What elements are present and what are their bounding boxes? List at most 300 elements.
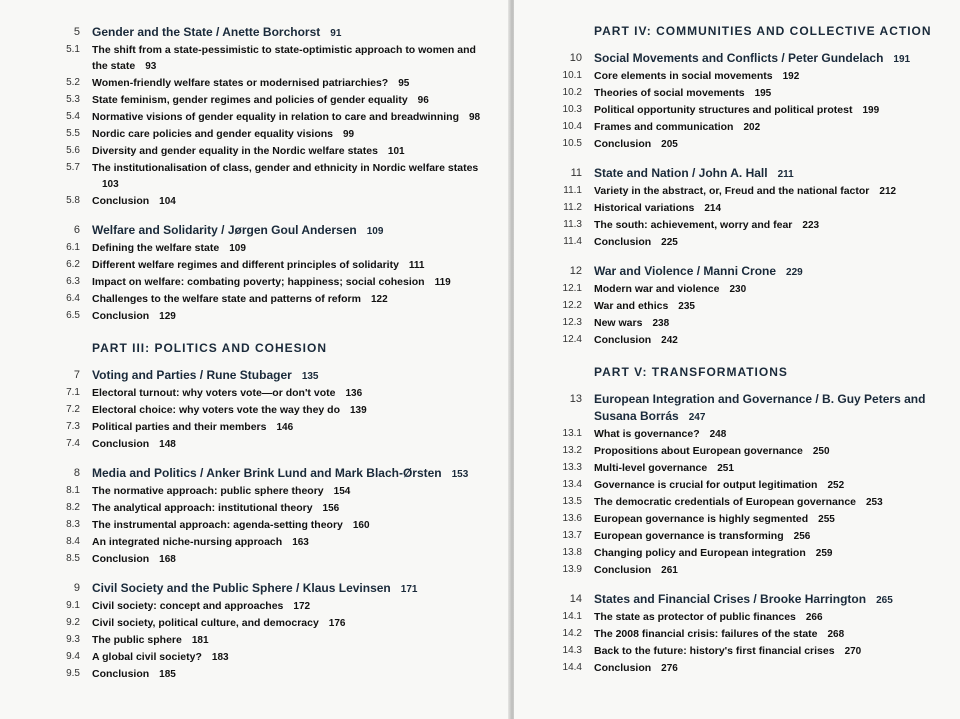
entry-number: 5	[73, 26, 80, 38]
entry-title: Frames and communication	[594, 121, 734, 133]
entry-title: Impact on welfare: combating poverty; happiness; social cohesion	[92, 276, 425, 288]
page-number: 111	[408, 260, 425, 271]
entry-title: What is governance?	[594, 428, 700, 440]
entry-title-block	[594, 332, 954, 349]
entry-number: 13.9	[562, 564, 582, 575]
entry-number: 13.3	[562, 462, 582, 473]
entry-number: 8.5	[66, 553, 80, 564]
entry-title: Theories of social movements	[594, 87, 745, 99]
entry-title: Conclusion	[594, 334, 652, 346]
page-number: 135	[301, 371, 319, 382]
section-entry	[52, 649, 492, 666]
section-entry	[52, 42, 492, 75]
entry-title: A global civil society?	[92, 651, 202, 663]
section-entry	[554, 68, 954, 85]
entry-number: 8.2	[66, 502, 80, 513]
section-entry	[554, 281, 954, 298]
section-entry	[554, 511, 954, 528]
entry-title: Conclusion	[92, 668, 150, 680]
entry-title: State feminism, gender regimes and policies of gender equality	[92, 94, 408, 106]
entry-title-block	[92, 92, 492, 109]
chapter-entry	[554, 165, 954, 183]
entry-title-block	[92, 385, 492, 402]
section-entry	[52, 257, 492, 274]
entry-title: Social Movements and Conflicts / Peter Gundelach	[594, 51, 884, 65]
entry-number: 5.3	[66, 94, 80, 105]
entry-number: 12.1	[562, 283, 582, 294]
page-number: 104	[159, 196, 176, 207]
page-number: 256	[793, 531, 811, 542]
entry-number: 5.4	[66, 111, 80, 122]
entry-number: 13.7	[562, 530, 582, 541]
entry-title-block	[594, 626, 954, 643]
entry-title: Multi-level governance	[594, 462, 708, 474]
page-number: 148	[159, 439, 176, 450]
entry-title-block	[92, 517, 492, 534]
entry-title-block	[594, 660, 954, 677]
section-entry	[52, 598, 492, 615]
entry-number: 5.7	[66, 162, 80, 173]
entry-title-block	[92, 551, 492, 568]
entry-title: European governance is transforming	[594, 530, 784, 542]
entry-title: The normative approach: public sphere theory	[92, 485, 324, 497]
section-entry	[554, 332, 954, 349]
page-number: 261	[661, 565, 678, 576]
section-entry	[52, 126, 492, 143]
entry-title: Changing policy and European integration	[594, 547, 806, 559]
section-entry	[554, 85, 954, 102]
page-number: 185	[159, 669, 176, 680]
entry-title-block	[594, 298, 954, 315]
entry-title: The analytical approach: institutional theory	[92, 502, 313, 514]
entry-title: Civil society: concept and approaches	[92, 600, 284, 612]
section-entry	[52, 436, 492, 453]
entry-title: New wars	[594, 317, 643, 329]
page-number: 171	[400, 584, 418, 595]
entry-number: 7.3	[66, 421, 80, 432]
page-number: 156	[322, 503, 340, 514]
entry-number: 12.3	[562, 317, 582, 328]
entry-number: 5.1	[66, 44, 80, 55]
entry-title: The instrumental approach: agenda-setting theory	[92, 519, 343, 531]
entry-number: 9.3	[66, 634, 80, 645]
entry-title-block	[594, 183, 954, 200]
page-number: 255	[818, 514, 835, 525]
entry-title: The south: achievement, worry and fear	[594, 219, 793, 231]
entry-title: The state as protector of public finances	[594, 611, 796, 623]
page-number: 195	[754, 88, 772, 99]
entry-number: 14.2	[562, 628, 582, 639]
entry-number: 13.6	[562, 513, 582, 524]
entry-title: The democratic credentials of European governance	[594, 496, 856, 508]
page-number: 119	[434, 277, 451, 288]
page-number: 122	[370, 294, 388, 305]
page-number: 266	[805, 612, 823, 623]
page-number: 270	[844, 646, 862, 657]
entry-title: Conclusion	[594, 662, 652, 674]
entry-title-block	[92, 143, 492, 160]
entry-number: 10.2	[562, 87, 582, 98]
entry-title: Diversity and gender equality in the Nordic welfare states	[92, 145, 378, 157]
entry-title-block	[92, 24, 492, 42]
page-number: 154	[333, 486, 351, 497]
entry-title: Electoral turnout: why voters vote—or don't vote	[92, 387, 336, 399]
entry-number: 6.1	[66, 242, 80, 253]
entry-title: Back to the future: history's first financial crises	[594, 645, 835, 657]
section-entry	[52, 143, 492, 160]
page-number: 252	[827, 480, 845, 491]
entry-title-block	[594, 102, 954, 119]
entry-title: European Integration and Governance / B. Guy Peters and Susana Borrás	[594, 392, 926, 423]
section-entry	[554, 102, 954, 119]
section-entry	[554, 298, 954, 315]
entry-number: 10.4	[562, 121, 582, 132]
page-number: 202	[743, 122, 761, 133]
entry-title-block	[92, 598, 492, 615]
chapter-entry	[52, 24, 492, 42]
entry-number: 11	[570, 167, 582, 179]
entry-title-block	[92, 419, 492, 436]
entry-title-block	[92, 483, 492, 500]
entry-title-block	[92, 534, 492, 551]
page-number: 247	[688, 412, 706, 423]
chapter-entry	[52, 222, 492, 240]
entry-number: 11.4	[563, 236, 582, 247]
page-number: 146	[276, 422, 294, 433]
section-entry	[554, 136, 954, 153]
entry-title-block	[594, 443, 954, 460]
entry-title-block	[594, 591, 954, 609]
section-entry	[554, 494, 954, 511]
right-page	[514, 0, 960, 719]
entry-number: 8.4	[66, 536, 80, 547]
page-number: 98	[469, 112, 481, 123]
chapter-entry	[554, 391, 954, 426]
entry-title: War and Violence / Manni Crone	[594, 264, 777, 278]
page-number: 181	[191, 635, 209, 646]
chapter-entry	[554, 591, 954, 609]
page-number: 139	[350, 405, 367, 416]
entry-number: 11.2	[563, 202, 582, 213]
entry-title: Conclusion	[92, 195, 150, 207]
page-number: 248	[709, 429, 727, 440]
section-entry	[52, 291, 492, 308]
section-entry	[52, 402, 492, 419]
entry-title-block	[92, 274, 492, 291]
page-number: 242	[661, 335, 678, 346]
entry-title-block	[92, 500, 492, 517]
section-entry	[52, 240, 492, 257]
entry-title-block	[594, 200, 954, 217]
entry-number: 12.4	[562, 334, 582, 345]
section-entry	[554, 626, 954, 643]
entry-title-block	[594, 315, 954, 332]
section-entry	[554, 660, 954, 677]
section-entry	[554, 477, 954, 494]
left-table-of-contents	[52, 24, 492, 683]
entry-title: Welfare and Solidarity / Jørgen Goul Andersen	[92, 223, 357, 237]
entry-number: 14	[569, 593, 582, 605]
entry-title: Conclusion	[594, 138, 652, 150]
entry-number: 6.2	[66, 259, 80, 270]
entry-title-block	[92, 580, 492, 598]
entry-title: Historical variations	[594, 202, 695, 214]
entry-title: The 2008 financial crisis: failures of the state	[594, 628, 818, 640]
page-number: 160	[352, 520, 370, 531]
entry-title: Variety in the abstract, or, Freud and the national factor	[594, 185, 870, 197]
entry-title: Media and Politics / Anker Brink Lund and Mark Blach-Ørsten	[92, 466, 442, 480]
entry-number: 7.1	[66, 387, 80, 398]
entry-number: 9.1	[66, 600, 80, 611]
entry-number: 9.5	[66, 668, 80, 679]
entry-title-block	[92, 193, 492, 210]
entry-title-block	[594, 217, 954, 234]
section-entry	[554, 562, 954, 579]
page-number: 265	[876, 595, 893, 606]
entry-title-block	[594, 263, 954, 281]
page-number: 251	[717, 463, 734, 474]
page-number: 99	[343, 129, 355, 140]
entry-number: 14.1	[562, 611, 582, 622]
entry-number: 9.4	[66, 651, 80, 662]
entry-title-block	[594, 609, 954, 626]
page-number: 93	[145, 61, 157, 72]
entry-number: 13.8	[562, 547, 582, 558]
entry-title-block	[594, 460, 954, 477]
entry-title: Propositions about European governance	[594, 445, 803, 457]
entry-number: 7.4	[66, 438, 80, 449]
entry-number: 6.4	[66, 293, 80, 304]
entry-title: Women-friendly welfare states or modernised patriarchies?	[92, 77, 389, 89]
entry-title-block	[92, 160, 492, 193]
page-number: 223	[802, 220, 820, 231]
entry-title-block	[594, 562, 954, 579]
entry-title: Modern war and violence	[594, 283, 720, 295]
entry-title-block	[92, 109, 492, 126]
entry-title-block	[92, 367, 492, 385]
part-heading: PART IV: COMMUNITIES AND COLLECTIVE ACTION	[594, 24, 932, 38]
section-entry	[52, 551, 492, 568]
page-number: 129	[159, 311, 176, 322]
entry-title-block	[594, 68, 954, 85]
page-number: 191	[893, 54, 911, 65]
page-number: 163	[292, 537, 309, 548]
entry-title-block	[594, 426, 954, 443]
entry-title-block	[92, 291, 492, 308]
section-entry	[554, 217, 954, 234]
section-entry	[554, 315, 954, 332]
section-entry	[52, 666, 492, 683]
chapter-entry	[554, 50, 954, 68]
entry-number: 13.4	[562, 479, 582, 490]
chapter-entry	[52, 580, 492, 598]
entry-title: Governance is crucial for output legitimation	[594, 479, 818, 491]
entry-number: 5.6	[66, 145, 80, 156]
section-entry	[52, 109, 492, 126]
entry-title-block	[594, 643, 954, 660]
chapter-entry	[554, 263, 954, 281]
entry-title: Electoral choice: why voters vote the way they do	[92, 404, 340, 416]
section-entry	[52, 483, 492, 500]
entry-title-block	[594, 281, 954, 298]
page-number: 172	[293, 601, 311, 612]
page-number: 238	[652, 318, 670, 329]
entry-number: 13	[569, 393, 582, 405]
entry-title: Nordic care policies and gender equality visions	[92, 128, 333, 140]
entry-title: Conclusion	[92, 310, 150, 322]
page-number: 199	[862, 105, 880, 116]
page-number: 212	[879, 186, 897, 197]
page-number: 259	[815, 548, 833, 559]
entry-number: 11.1	[563, 185, 582, 196]
entry-number: 13.2	[562, 445, 582, 456]
entry-title-block	[92, 257, 492, 274]
page-number: 192	[782, 71, 800, 82]
entry-title-block	[92, 402, 492, 419]
section-entry	[52, 615, 492, 632]
entry-title-block	[594, 494, 954, 511]
section-entry	[554, 119, 954, 136]
page-number: 214	[704, 203, 722, 214]
section-entry	[52, 534, 492, 551]
entry-number: 6	[73, 224, 80, 236]
entry-number: 10	[569, 52, 582, 64]
section-entry	[52, 308, 492, 325]
entry-title-block	[92, 126, 492, 143]
entry-title: The shift from a state-pessimistic to state-optimistic approach to women and the state	[92, 44, 476, 72]
section-entry	[52, 193, 492, 210]
right-table-of-contents	[554, 24, 954, 677]
section-entry	[52, 419, 492, 436]
section-entry	[52, 385, 492, 402]
entry-number: 14.4	[562, 662, 582, 673]
entry-title-block	[92, 240, 492, 257]
entry-title: Gender and the State / Anette Borchorst	[92, 25, 321, 39]
part-heading: PART III: POLITICS AND COHESION	[92, 341, 328, 355]
entry-title-block	[92, 436, 492, 453]
entry-title: An integrated niche-nursing approach	[92, 536, 283, 548]
entry-number: 9	[73, 582, 80, 594]
entry-title: Conclusion	[594, 236, 652, 248]
section-entry	[554, 609, 954, 626]
entry-title: Normative visions of gender equality in relation to care and breadwinning	[92, 111, 459, 123]
page-number: 276	[661, 663, 678, 674]
entry-title: Civil Society and the Public Sphere / Klaus Levinsen	[92, 581, 391, 595]
entry-number: 13.1	[562, 428, 582, 439]
entry-title: States and Financial Crises / Brooke Harrington	[594, 592, 867, 606]
entry-title-block	[594, 391, 954, 426]
section-entry	[554, 426, 954, 443]
entry-title-block	[594, 477, 954, 494]
page-number: 91	[330, 28, 342, 39]
section-entry	[52, 500, 492, 517]
entry-number: 14.3	[562, 645, 582, 656]
entry-number: 10.1	[562, 70, 582, 81]
entry-title-block	[92, 42, 492, 75]
entry-title-block	[594, 85, 954, 102]
entry-number: 11.3	[563, 219, 582, 230]
section-entry	[52, 75, 492, 92]
entry-title-block	[594, 511, 954, 528]
entry-number: 13.5	[562, 496, 582, 507]
section-entry	[52, 632, 492, 649]
entry-number: 8.3	[66, 519, 80, 530]
entry-title: Conclusion	[594, 564, 652, 576]
entry-title: War and ethics	[594, 300, 669, 312]
section-entry	[554, 460, 954, 477]
page-number: 109	[366, 226, 384, 237]
entry-title-block	[92, 615, 492, 632]
entry-title-block	[92, 75, 492, 92]
entry-title: Political opportunity structures and political protest	[594, 104, 853, 116]
entry-title: Conclusion	[92, 553, 150, 565]
entry-title: Core elements in social movements	[594, 70, 773, 82]
entry-title: European governance is highly segmented	[594, 513, 809, 525]
page-number: 153	[451, 469, 469, 480]
entry-number: 6.3	[66, 276, 80, 287]
entry-title: Different welfare regimes and different principles of solidarity	[92, 259, 399, 271]
page-number: 235	[678, 301, 695, 312]
entry-title: The public sphere	[92, 634, 182, 646]
entry-title-block	[594, 50, 954, 68]
entry-title-block	[594, 165, 954, 183]
page-number: 176	[328, 618, 346, 629]
entry-title: Conclusion	[92, 438, 150, 450]
entry-number: 7.2	[66, 404, 80, 415]
entry-title: Defining the welfare state	[92, 242, 220, 254]
page-number: 103	[102, 179, 119, 190]
page-number: 230	[729, 284, 747, 295]
chapter-entry	[52, 465, 492, 483]
section-entry	[554, 200, 954, 217]
entry-number: 10.5	[562, 138, 582, 149]
section-entry	[52, 517, 492, 534]
entry-title-block	[92, 632, 492, 649]
entry-number: 5.8	[66, 195, 80, 206]
entry-title: Civil society, political culture, and democracy	[92, 617, 319, 629]
entry-title-block	[92, 222, 492, 240]
page-number: 250	[812, 446, 830, 457]
entry-title: Political parties and their members	[92, 421, 267, 433]
entry-title: Voting and Parties / Rune Stubager	[92, 368, 292, 382]
entry-title-block	[92, 465, 492, 483]
chapter-entry	[52, 367, 492, 385]
section-entry	[52, 92, 492, 109]
entry-title: The institutionalisation of class, gender and ethnicity in Nordic welfare states	[92, 162, 479, 174]
entry-title-block	[594, 545, 954, 562]
page-number: 136	[345, 388, 363, 399]
entry-number: 5.2	[66, 77, 80, 88]
section-entry	[554, 528, 954, 545]
section-entry	[52, 274, 492, 291]
entry-number: 8.1	[66, 485, 80, 496]
page-number: 253	[866, 497, 883, 508]
section-entry	[554, 234, 954, 251]
page-number: 268	[827, 629, 845, 640]
page-number: 109	[229, 243, 246, 254]
entry-title-block	[594, 136, 954, 153]
entry-number: 10.3	[562, 104, 582, 115]
part-heading: PART V: TRANSFORMATIONS	[594, 365, 788, 379]
page-number: 211	[777, 169, 794, 180]
entry-title-block	[92, 666, 492, 683]
entry-number: 5.5	[66, 128, 80, 139]
section-entry	[554, 443, 954, 460]
entry-title: Challenges to the welfare state and patterns of reform	[92, 293, 361, 305]
section-entry	[554, 183, 954, 200]
section-entry	[554, 545, 954, 562]
page-number: 183	[211, 652, 229, 663]
